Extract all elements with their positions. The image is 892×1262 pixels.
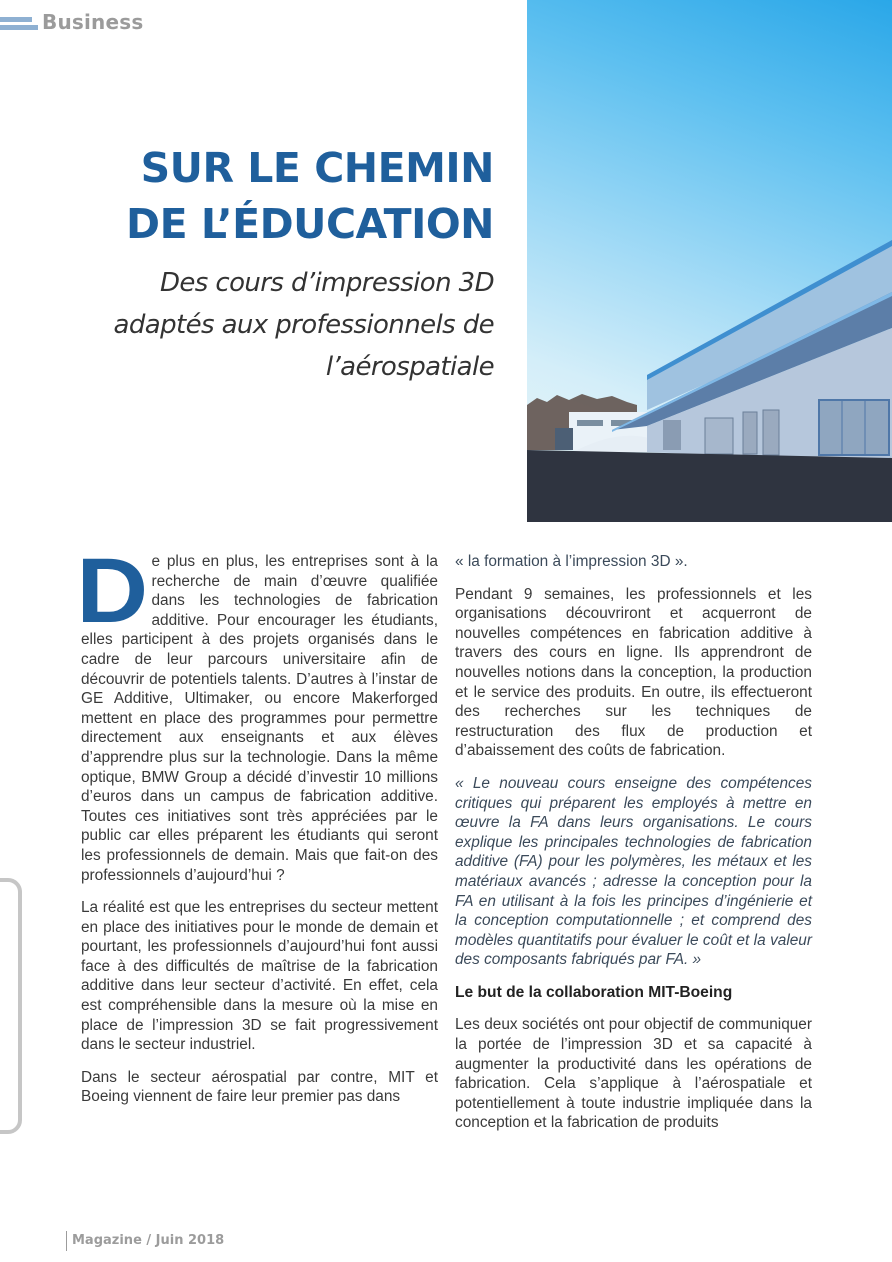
article-title [74,140,494,252]
footer-divider [66,1231,67,1251]
paragraph: Les deux sociétés ont pour objectif de communiquer la portée de l’impression 3D et sa capacité à augmenter la productivité dans les opérations de fabrication. Cela s’applique à l’aérospatiale et potentiellement à toute industrie impliquée dans la conception et la fabrication de produits [455,1016,812,1132]
section-label: Business [42,10,144,34]
title-line: SUR LE CHEMIN [140,144,494,192]
left-column [76,540,438,1120]
paragraph-text: e plus en plus, les entreprises sont à la recherche de main d’œuvre qualifiée dans les technologies de fabrication additive. Pour encourager les étudiants, elles participent à des projets organisés dans le cadre de leur parcours universitaire afin de découvrir de potentiels talents. D’autres à l’instar de GE Additive, Ultimaker, ou encore Makerforged mettent en place des programmes pour permettre directement aux enseignants et aux élèves d’apprendre plus sur la technologie. Dans la même optique, BMW Group a décidé d’investir 10 millions d’euros dans un campus de fabrication additive. Toutes ces initiatives sont très appréciées par le public car elles préparent les étudiants qui seront les professionnels de demain. Mais que fait-on des professionnels d’aujourd’hui ? [81,553,438,884]
warehouse-illustration [527,0,892,522]
lead-quote: « la formation à l’impression 3D ». [455,553,688,570]
drop-cap: D [76,540,149,642]
paragraph: Pendant 9 semaines, les professionnels et les organisations découvriront et acquerront de nouvelles compétences en fabrication additive à travers des cours en ligne. Ils apprendront de nouvelles notions dans la conception, la production et le service des produits. En outre, ils effectueront des recherches sur les techniques de restructuration des flux de production et d’abaissement des coûts de fabrication. [455,585,812,760]
paragraph: La réalité est que les entreprises du secteur mettent en place des initiatives pour le monde de demain et pourtant, les professionnels d’aujourd’hui font aussi face à des difficultés de maîtrise de la fabrication additive dans leur secteur d’activité. En effet, cela est compréhensible dans la mesure où la mise en place de l’impression 3D se fait progressivement dans le secteur industriel. [81,899,438,1054]
page-side-tab [0,878,22,1134]
footer-label: Magazine / Juin 2018 [72,1233,225,1248]
subtitle-line: adaptés aux professionnels de [113,310,494,340]
subtitle-line: l’aérospatiale [325,352,494,382]
subtitle-line: Des cours d’impression 3D [159,268,494,298]
pull-quote: « Le nouveau cours enseigne des compétences critiques qui préparent les employés à mettre en œuvre la FA dans leurs organisations. Le cours explique les principales technologies de fabrication additive (FA) pour les polymères, les métaux et les matériaux avancés ; adresse la conception pour la FA en utilisant à la fois les principes d’ingénierie et la conception computationnelle ; et comprend des modèles quantitatifs pour évaluer le coût et la valeur des composants fabriqués par FA. » [455,774,812,969]
title-line: DE L’ÉDUCATION [126,200,494,248]
article-subtitle [74,262,494,388]
paragraph: Dans le secteur aérospatial par contre, MIT et Boeing viennent de faire leur premier pas dans [81,1068,438,1106]
right-column [455,552,812,1146]
subheading: Le but de la collaboration MIT-Boeing [455,983,733,1001]
section-marker-icon [0,17,38,31]
paragraph [76,540,438,885]
warehouse-photo [527,0,892,522]
